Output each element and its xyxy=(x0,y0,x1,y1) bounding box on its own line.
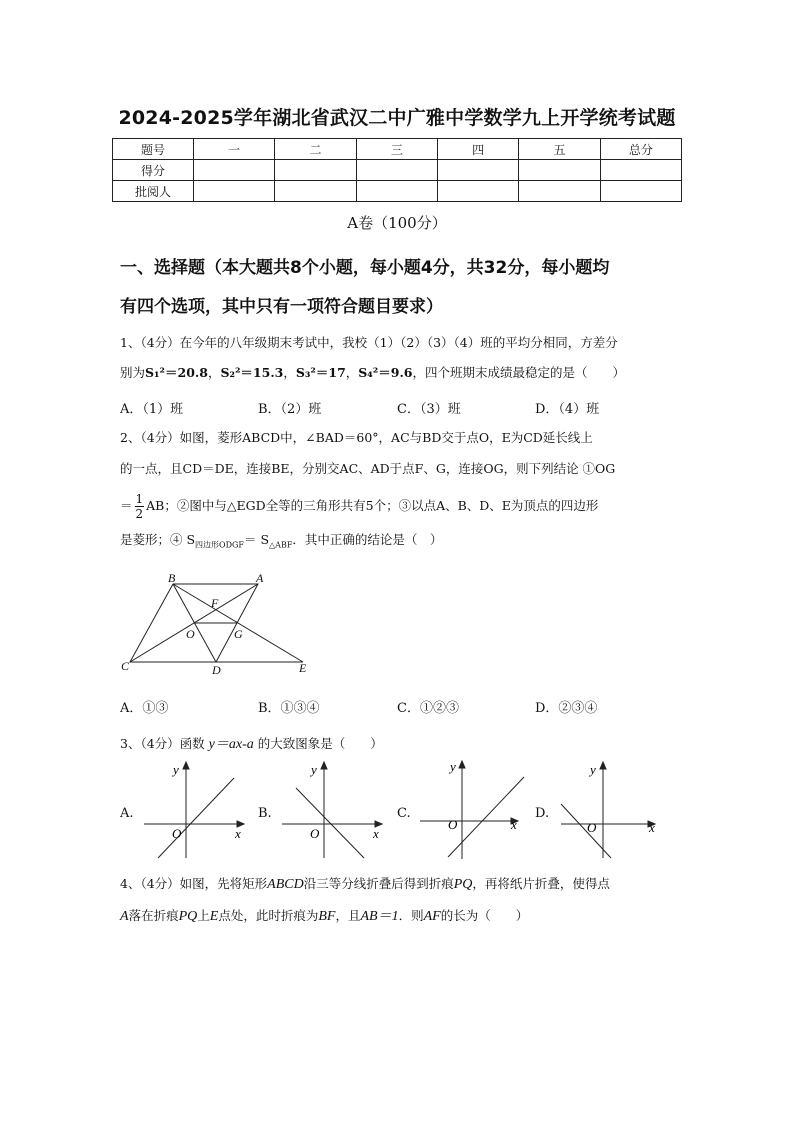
score-cell[interactable] xyxy=(600,181,681,202)
q3-option-b[interactable]: B. xyxy=(258,806,272,821)
q4-text: ，且 xyxy=(335,908,361,923)
score-row-label: 批阅人 xyxy=(113,181,194,202)
q1-variance-1: S₁²＝20.8 xyxy=(145,364,208,380)
q4-text: 沿三等分线折叠后得到折痕 xyxy=(303,876,454,891)
q1-option-c[interactable]: C．（3）班 xyxy=(397,402,461,417)
score-table xyxy=(112,138,682,202)
q4-line1 xyxy=(120,868,680,900)
score-header-cell: 五 xyxy=(519,139,600,160)
score-cell[interactable] xyxy=(519,181,600,202)
q4-text: 点处，此时折痕为 xyxy=(218,908,319,923)
section-a-heading: A卷（100分） xyxy=(347,214,447,232)
q2-option-b[interactable]: B．①③④ xyxy=(258,701,320,716)
axis-y-label: y xyxy=(450,759,456,774)
score-cell[interactable] xyxy=(194,181,275,202)
score-cell[interactable] xyxy=(519,160,600,181)
part1-heading-line2: 有四个选项，其中只有一项符合题目要求） xyxy=(120,297,443,317)
q2-line3 xyxy=(120,488,680,524)
score-cell[interactable] xyxy=(356,181,437,202)
q2-option-d[interactable]: D．②③④ xyxy=(535,701,598,716)
label-c: C xyxy=(121,659,130,673)
graph-line xyxy=(296,788,364,858)
q2-option-c[interactable]: C．①②③ xyxy=(397,701,459,716)
q4-math: E xyxy=(209,909,219,924)
part1-heading-line1: 一、选择题（本大题共8个小题，每小题4分，共32分，每小题均 xyxy=(120,258,610,278)
axis-x-label: x xyxy=(235,826,241,841)
score-header-cell: 题号 xyxy=(113,139,194,160)
q3-graph-a[interactable] xyxy=(138,758,253,863)
axis-y-label: y xyxy=(311,762,317,777)
label-o: O xyxy=(186,627,195,641)
question-1 xyxy=(120,328,680,387)
q4-math: PQ xyxy=(453,877,473,892)
label-d: D xyxy=(212,663,221,677)
score-header-cell: 三 xyxy=(356,139,437,160)
origin-label: O xyxy=(587,820,597,835)
q2-text: 是菱形；④ S xyxy=(120,532,196,547)
graph-line xyxy=(158,778,234,858)
origin-label: O xyxy=(448,817,458,832)
q2-subscript: △ABF xyxy=(269,540,293,550)
q4-text: 上 xyxy=(197,908,210,923)
q4-text: 的长为（ ） xyxy=(440,908,529,923)
axis-x-label: x xyxy=(373,826,379,841)
q2-line1: 2、（4分）如图，菱形ABCD中，∠BAD＝60°，AC与BD交于点O，E为CD延长线上 xyxy=(120,430,593,445)
q4-line2 xyxy=(120,900,680,932)
q1-text: ，四个班期末成绩最稳定的是（ ） xyxy=(412,364,626,380)
score-header-cell: 总分 xyxy=(600,139,681,160)
score-cell[interactable] xyxy=(600,160,681,181)
q3-option-c[interactable]: C. xyxy=(397,806,411,821)
q3-option-a[interactable]: A. xyxy=(120,806,134,821)
score-table-row xyxy=(113,160,682,181)
q4-text: 落在折痕 xyxy=(128,908,179,923)
score-header-cell: 一 xyxy=(194,139,275,160)
q3-text: 3、（4分）函数 xyxy=(120,736,205,751)
question-3 xyxy=(120,729,680,760)
q2-subscript: 四边形ODGF xyxy=(195,540,244,550)
score-table-header-row xyxy=(113,139,682,160)
q4-text: ，再将纸片折叠，使得点 xyxy=(472,876,610,891)
score-cell[interactable] xyxy=(437,181,518,202)
origin-label: O xyxy=(310,826,320,841)
q1-option-d[interactable]: D．（4）班 xyxy=(535,402,600,417)
axis-x-label: x xyxy=(511,817,517,832)
q4-math: BF xyxy=(318,909,336,924)
axis-y-label: y xyxy=(173,762,179,777)
question-2 xyxy=(120,422,680,561)
q4-math: A xyxy=(120,909,129,924)
q3-graph-d[interactable] xyxy=(555,758,670,863)
label-f: F xyxy=(211,596,219,610)
score-cell[interactable] xyxy=(356,160,437,181)
q2-text: ＝ xyxy=(120,498,133,513)
q3-graph-b[interactable] xyxy=(276,758,391,863)
q2-option-a[interactable]: A．①③ xyxy=(120,701,169,716)
q4-math: ABCD xyxy=(267,877,304,892)
q3-graph-c[interactable] xyxy=(416,755,531,863)
q2-line4 xyxy=(120,524,680,561)
score-cell[interactable] xyxy=(437,160,518,181)
label-a: A xyxy=(256,572,264,585)
score-header-cell: 四 xyxy=(437,139,518,160)
fraction-numerator: 1 xyxy=(135,492,144,506)
fraction-denominator: 2 xyxy=(135,507,144,521)
q1-variance-4: S₄²＝9.6 xyxy=(358,364,413,380)
origin-label: O xyxy=(172,826,182,841)
score-header-cell: 二 xyxy=(275,139,356,160)
q2-text: AB；②图中与△EGD全等的三角形共有5个；③以点A、B、D、E为顶点的四边形 xyxy=(146,498,599,513)
q2-rhombus-figure xyxy=(118,572,318,677)
q4-math: PQ xyxy=(178,909,198,924)
q3-option-d[interactable]: D. xyxy=(535,806,550,821)
q1-variance-2: S₂²＝15.3 xyxy=(220,364,284,380)
q4-math: AF xyxy=(423,909,441,924)
label-g: G xyxy=(234,627,243,641)
q1-option-b[interactable]: B．（2）班 xyxy=(258,402,322,417)
score-cell[interactable] xyxy=(194,160,275,181)
q4-math: AB＝1 xyxy=(360,909,399,924)
score-table-row xyxy=(113,181,682,202)
q2-line2: 的一点，且CD＝DE，连接BE，分别交AC、AD于点F、G，连接OG，则下列结论 ①OG xyxy=(120,461,616,476)
score-cell[interactable] xyxy=(275,160,356,181)
q2-fraction xyxy=(135,492,145,521)
label-b: B xyxy=(168,572,176,585)
q1-line1: 1、（4分）在今年的八年级期末考试中，我校（1）（2）（3）（4）班的平均分相同，方差分 xyxy=(120,335,618,350)
q4-text: 4、（4分）如图，先将矩形 xyxy=(120,876,268,891)
q1-line2: 别为S₁²＝20.8，S₂²＝15.3，S₃²＝17，S₄²＝9.6，四个班期末成绩最稳定的是（ ） xyxy=(120,364,626,380)
q2-text: ．其中正确的结论是（ ） xyxy=(292,532,443,547)
q3-text: 的大致图象是（ ） xyxy=(257,736,383,751)
score-cell[interactable] xyxy=(275,181,356,202)
q1-variance-3: S₃²＝17 xyxy=(295,364,346,380)
page-title: 2024-2025学年湖北省武汉二中广雅中学数学九上开学统考试题 xyxy=(118,107,676,129)
q2-text: ＝ S xyxy=(243,532,270,547)
axis-y-label: y xyxy=(590,762,596,777)
q3-formula: y＝ax-a xyxy=(208,737,254,752)
question-4 xyxy=(120,868,680,932)
axis-x-label: x xyxy=(649,820,655,835)
q4-text: ．则 xyxy=(398,908,424,923)
q1-text: 别为 xyxy=(120,364,146,380)
label-e: E xyxy=(299,661,307,675)
score-row-label: 得分 xyxy=(113,160,194,181)
q1-option-a[interactable]: A．（1）班 xyxy=(120,402,184,417)
